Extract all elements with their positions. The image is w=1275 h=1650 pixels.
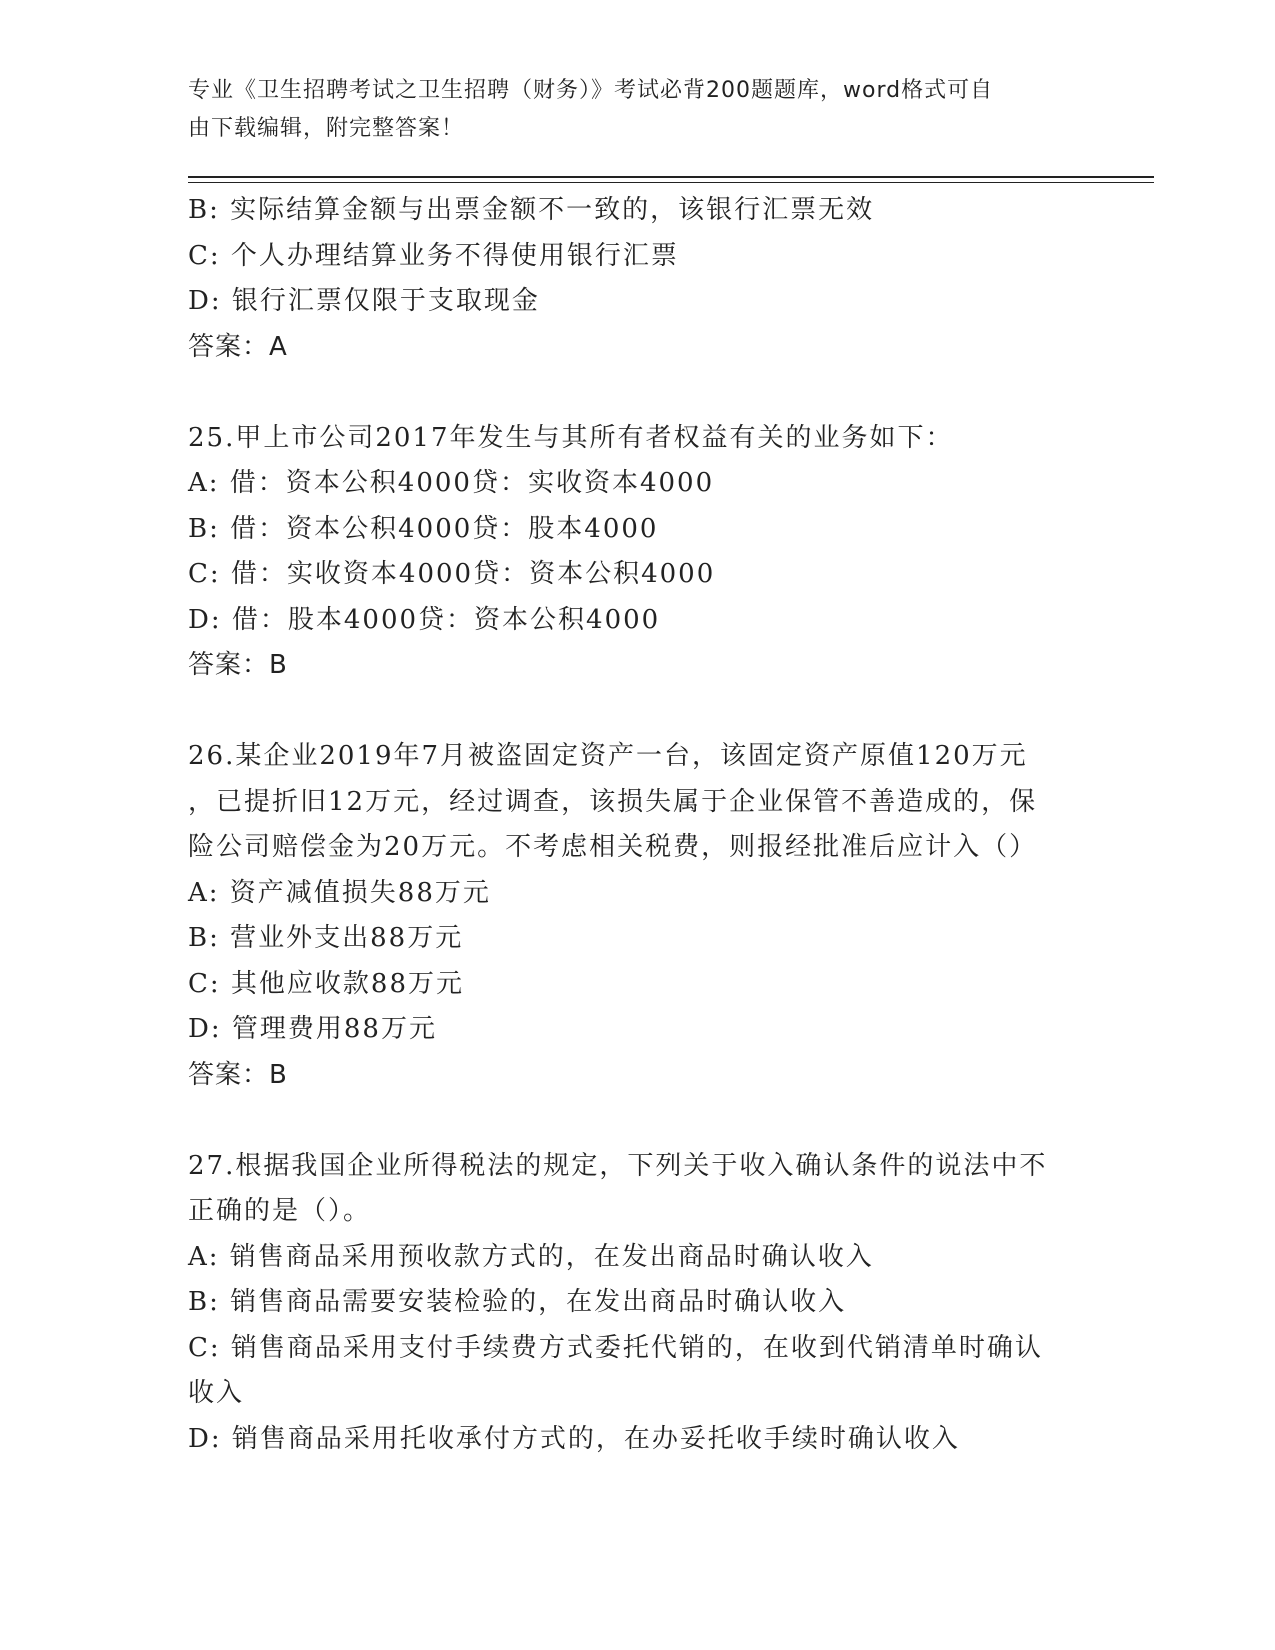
answer-label: 答案：B	[188, 1059, 288, 1090]
option-c: C: 销售商品采用支付手续费方式委托代销的，在收到代销清单时确认	[188, 1332, 1043, 1363]
option-a: A: 借：资本公积4000贷：实收资本4000	[188, 468, 715, 498]
header-divider-thick	[188, 176, 1154, 178]
answer-label: 答案：B	[188, 650, 288, 680]
question-27	[188, 1144, 1088, 1463]
question-stem: 25.甲上市公司2017年发生与其所有者权益有关的业务如下：	[188, 422, 954, 453]
option-c: C: 个人办理结算业务不得使用银行汇票	[188, 240, 679, 271]
option-c: C: 其他应收款88万元	[188, 968, 465, 999]
header-line-2: 由下载编辑，附完整答案！	[188, 116, 465, 141]
header-line-1: 专业《卫生招聘考试之卫生招聘（财务）》考试必背200题题库，word格式可自	[188, 78, 994, 103]
option-c-continued: 收入	[188, 1378, 245, 1408]
question-stem-line-1: 27.根据我国企业所得税法的规定，下列关于收入确认条件的说法中不	[188, 1150, 1048, 1181]
option-d: D: 银行汇票仅限于支取现金	[188, 286, 540, 316]
question-content	[188, 188, 1088, 1462]
option-a: A: 销售商品采用预收款方式的，在发出商品时确认收入	[188, 1241, 874, 1272]
option-d: D: 借：股本4000贷：资本公积4000	[188, 604, 661, 635]
option-d: D: 销售商品采用托收承付方式的，在办妥托收手续时确认收入	[188, 1423, 960, 1454]
option-c: C: 借：实收资本4000贷：资本公积4000	[188, 559, 716, 589]
spacer	[188, 370, 1088, 416]
question-stem-line-1: 26.某企业2019年7月被盗固定资产一台，该固定资产原值120万元	[188, 741, 1028, 771]
option-b: B: 借：资本公积4000贷：股本4000	[188, 513, 659, 544]
question-stem-line-2: ，已提折旧12万元，经过调查，该损失属于企业保管不善造成的，保	[188, 786, 1038, 817]
question-stem-line-3: 险公司赔偿金为20万元。不考虑相关税费，则报经批准后应计入（）	[188, 832, 1038, 862]
spacer	[188, 1098, 1088, 1144]
answer-label: 答案：A	[188, 331, 288, 362]
question-stem-line-2: 正确的是（）。	[188, 1196, 372, 1226]
spacer	[188, 689, 1088, 735]
header-divider-thin	[188, 182, 1154, 183]
question-24-continued	[188, 188, 1088, 370]
option-a: A: 资产减值损失88万元	[188, 877, 491, 908]
document-header	[188, 72, 1068, 148]
question-26	[188, 734, 1088, 1098]
option-b: B: 营业外支出88万元	[188, 923, 464, 953]
option-b: B: 销售商品需要安装检验的，在发出商品时确认收入	[188, 1287, 847, 1317]
option-b: B: 实际结算金额与出票金额不一致的，该银行汇票无效	[188, 195, 875, 225]
option-d: D: 管理费用88万元	[188, 1014, 437, 1044]
question-25	[188, 416, 1088, 689]
